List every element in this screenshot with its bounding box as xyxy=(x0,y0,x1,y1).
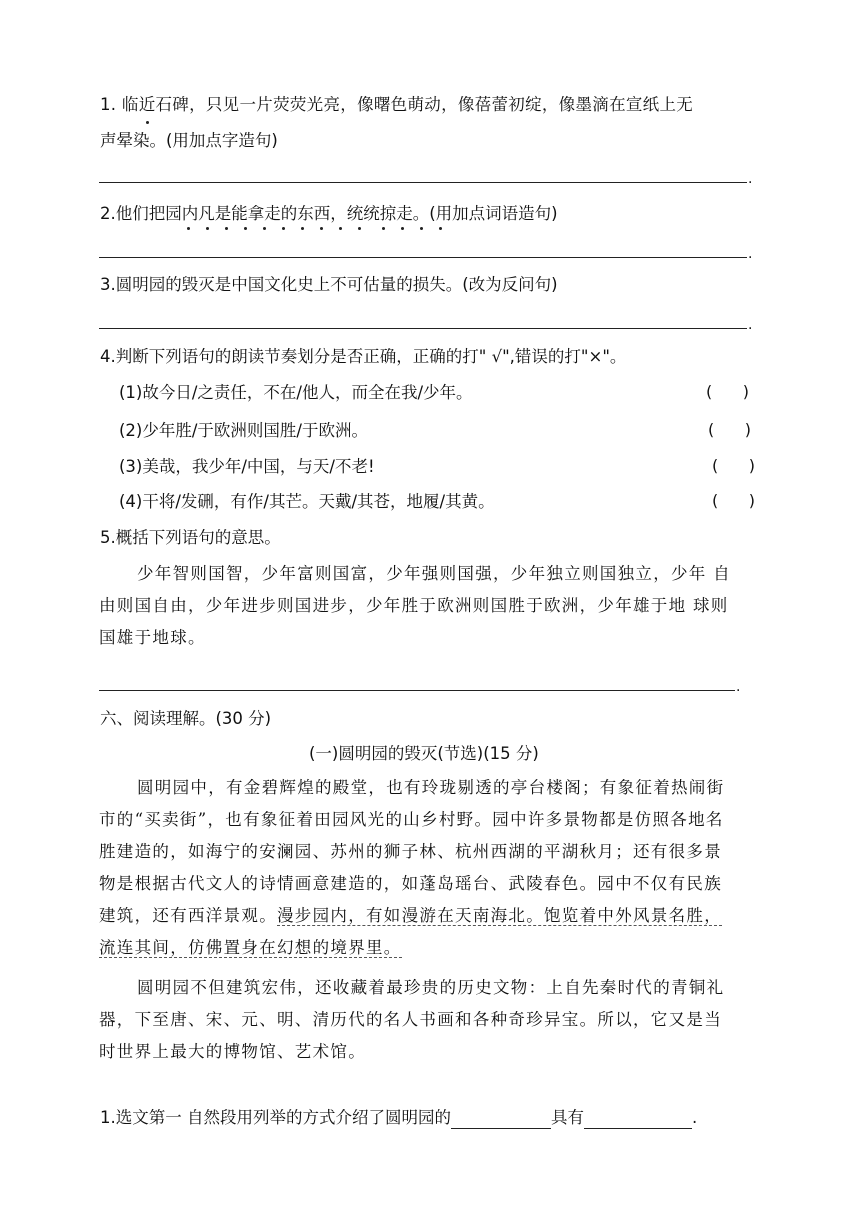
passage-title: (一)圆明园的毁灭(节选)(15 分) xyxy=(309,744,539,763)
question-period: . xyxy=(692,1108,698,1127)
reading-passage xyxy=(99,772,759,1068)
passage-line: 市的“买卖街”，也有象征着田园风光的山乡村野。园中许多景物都是仿照各地名 xyxy=(99,810,724,829)
passage-line: 圆明园不但建筑宏伟，还收藏着最珍贵的历史文物：上自先秦时代的青铜礼 xyxy=(137,978,725,997)
section-heading: 六、阅读理解。(30 分) xyxy=(100,709,272,728)
underlined-sentence: 漫步园内，有如漫游在天南海北。饱览着中外风景名胜， xyxy=(277,906,722,925)
line-end-period: . xyxy=(748,317,753,333)
answer-blank-1[interactable] xyxy=(451,1110,551,1129)
passage-line: 胜建造的，如海宁的安澜园、苏州的狮子林、杭州西湖的平湖秋月；还有很多景 xyxy=(99,842,722,861)
question-text: 1.选文第一 自然段用列举的方式介绍了圆明园的 xyxy=(100,1108,451,1127)
q5-passage xyxy=(99,558,759,654)
passage-line: 器，下至唐、宋、元、明、清历代的名人书画和各种奇珍异宝。所以，它又是当 xyxy=(99,1010,722,1029)
q4-item-3: (3)美哉，我少年/中国，与天/不老! xyxy=(119,457,375,476)
q4-item-4: (4)干将/发硎，有作/其芒。天戴/其苍，地履/其黄。 xyxy=(119,492,495,511)
question-text: 具有 xyxy=(551,1108,584,1127)
line-end-period: . xyxy=(736,679,741,695)
passage-line: 时世界上最大的博物馆、艺术馆。 xyxy=(99,1042,366,1061)
answer-paren-2[interactable]: ( ) xyxy=(708,420,751,439)
underlined-sentence: 流连其间，仿佛置身在幻想的境界里。 xyxy=(99,938,402,957)
q1-line2: 声晕染。(用加点字造句) xyxy=(100,131,278,150)
passage-line: 建筑，还有西洋景观。 xyxy=(99,906,277,925)
line-end-period: . xyxy=(748,246,753,262)
answer-paren-4[interactable]: ( ) xyxy=(712,491,755,510)
answer-line-5[interactable] xyxy=(99,690,735,691)
q5-passage-line: 少年智则国智，少年富则国富，少年强则国强，少年独立则国独立，少年 自 xyxy=(137,564,731,583)
emphasis-dot xyxy=(146,121,149,124)
q3-text: 3.圆明园的毁灭是中国文化史上不可估量的损失。(改为反问句) xyxy=(100,275,558,294)
answer-line-2[interactable] xyxy=(99,257,747,258)
q4-item-2: (2)少年胜/于欧洲则国胜/于欧洲。 xyxy=(119,421,368,440)
line-end-period: . xyxy=(748,171,753,187)
q5-passage-line: 由则国自由，少年进步则国进步，少年胜于欧洲则国胜于欧洲，少年雄于地 球则 xyxy=(99,596,729,615)
q2-text: 2.他们把园内凡是能拿走的东西，统统掠走。(用加点词语造句) xyxy=(100,204,558,223)
passage-line: 物是根据古代文人的诗情画意建造的，如蓬岛瑶台、武陵春色。园中不仅有民族 xyxy=(99,874,722,893)
answer-paren-3[interactable]: ( ) xyxy=(712,456,755,475)
answer-paren-1[interactable]: ( ) xyxy=(706,382,749,401)
answer-line-3[interactable] xyxy=(99,328,747,329)
q5-stem: 5.概括下列语句的意思。 xyxy=(100,528,281,547)
q5-passage-line: 国雄于地球。 xyxy=(99,628,206,647)
q1-line1: 1. 临近石碑，只见一片荧荧光亮，像曙色萌动，像蓓蕾初绽，像墨滴在宣纸上无 xyxy=(100,95,694,114)
reading-question-1 xyxy=(100,1107,697,1129)
answer-blank-2[interactable] xyxy=(584,1110,692,1129)
q4-stem: 4.判断下列语句的朗读节奏划分是否正确，正确的打" √",错误的打"×"。 xyxy=(100,347,627,366)
q4-item-1: (1)故今日/之责任，不在/他人，而全在我/少年。 xyxy=(119,383,473,402)
passage-line: 圆明园中，有金碧辉煌的殿堂，也有玲珑剔透的亭台楼阁；有象征着热闹街 xyxy=(137,778,725,797)
answer-line-1[interactable] xyxy=(99,182,747,183)
